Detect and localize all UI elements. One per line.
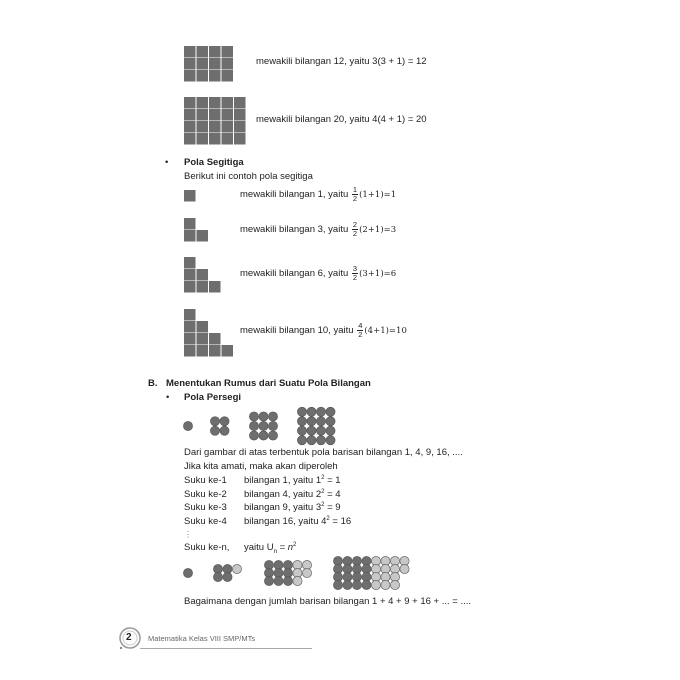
circle-dot (264, 576, 273, 585)
square-tile (209, 97, 221, 109)
circle-dot (210, 417, 219, 426)
square-tile (197, 281, 209, 293)
circle-dot (183, 421, 192, 430)
square-tile (197, 269, 209, 281)
term-label: Suku ke-1 (184, 475, 227, 486)
sum-circle-patterns (180, 556, 440, 592)
text-line: Jika kita amati, maka akan diperoleh (184, 461, 338, 472)
circle-dot (268, 412, 277, 421)
circle-dot (249, 431, 258, 440)
square-tile (222, 58, 234, 70)
circle-dot (307, 436, 316, 445)
circle-dot (316, 407, 325, 416)
circle-dot (326, 436, 335, 445)
square-tile (222, 97, 234, 109)
square-tile (184, 281, 196, 293)
square-tile (197, 109, 209, 121)
square-tile (197, 70, 209, 82)
square-circle-patterns (180, 404, 380, 449)
circle-dot-light (390, 580, 399, 589)
circle-dot (283, 576, 292, 585)
circle-dot (352, 580, 361, 589)
text-line: Dari gambar di atas terbentuk pola barisan bilangan 1, 4, 9, 16, .... (184, 447, 463, 458)
circle-dot-light (293, 576, 302, 585)
circle-dot (210, 426, 219, 435)
circle-dot (259, 421, 268, 430)
circle-dot (316, 417, 325, 426)
square-tile (209, 70, 221, 82)
square-tile (197, 321, 209, 333)
circle-dot (259, 431, 268, 440)
square-tile (184, 58, 196, 70)
circle-dot (326, 407, 335, 416)
square-tile (184, 121, 196, 133)
term-value: bilangan 9, yaitu $3^2 = 9$ (244, 501, 341, 513)
square-tile (209, 46, 221, 58)
term-label: Suku ke-2 (184, 488, 227, 500)
square-tile (209, 281, 221, 293)
term-value: bilangan 16, yaitu $4^2 = 16$ (244, 515, 352, 527)
square-tile (234, 133, 246, 145)
square-tile (184, 269, 196, 281)
circle-dot (326, 426, 335, 435)
square-tile (234, 97, 246, 109)
square-tile (234, 121, 246, 133)
square-tile (184, 333, 196, 345)
rect-caption-20: mewakili bilangan 20, yaitu 4(4 + 1) = 20 (256, 114, 427, 125)
triangle-caption-10: mewakili bilangan 10, yaitu $\frac{4}{2}$ (4+1)=10 (240, 321, 407, 339)
circle-dot (268, 431, 277, 440)
square-tile (184, 309, 196, 321)
triangle-pattern-10 (184, 309, 244, 369)
bullet: • (165, 157, 169, 168)
square-tile (184, 230, 196, 242)
square-tile (197, 46, 209, 58)
section-heading-b: Menentukan Rumus dari Suatu Pola Bilangan (166, 378, 371, 389)
square-tile (234, 109, 246, 121)
square-tile (209, 58, 221, 70)
circle-dot (326, 417, 335, 426)
intro-text: Berikut ini contoh pola segitiga (184, 171, 313, 182)
circle-dot (307, 407, 316, 416)
circle-dot (297, 417, 306, 426)
section-heading-pola-segitiga: Pola Segitiga (184, 157, 244, 168)
circle-dot (316, 426, 325, 435)
square-tile (222, 46, 234, 58)
circle-dot (316, 436, 325, 445)
circle-dot (362, 580, 371, 589)
term-value: bilangan 1, yaitu $1^2 = 1$ (244, 474, 341, 486)
square-tile (209, 345, 221, 357)
triangle-caption-6: mewakili bilangan 6, yaitu $\frac{3}{2}$ (3+1)=6 (240, 264, 397, 282)
circle-dot (249, 412, 258, 421)
circle-dot (343, 580, 352, 589)
triangle-pattern-6 (184, 257, 244, 317)
circle-dot-light (232, 564, 241, 573)
square-tile (197, 121, 209, 133)
square-tile (184, 345, 196, 357)
rect-pattern-20 (184, 97, 254, 147)
circle-dot-light (381, 580, 390, 589)
circle-dot (297, 436, 306, 445)
term-label: Suku ke-4 (184, 515, 227, 527)
term-value: bilangan 4, yaitu $2^2 = 4$ (244, 488, 341, 500)
square-tile (184, 133, 196, 145)
circle-dot (307, 426, 316, 435)
circle-dot (268, 421, 277, 430)
term-label: Suku ke-3 (184, 502, 227, 513)
circle-dot (297, 426, 306, 435)
circle-dot (183, 568, 192, 577)
circle-dot-light (302, 568, 311, 577)
footer-divider (140, 648, 312, 649)
circle-dot (307, 417, 316, 426)
rect-caption-12: mewakili bilangan 12, yaitu 3(3 + 1) = 12 (256, 56, 427, 67)
square-tile (184, 190, 196, 202)
square-tile (184, 97, 196, 109)
circle-dot (249, 421, 258, 430)
vertical-dots: ⋮ (184, 530, 192, 539)
section-label: B. (148, 378, 158, 389)
circle-dot (220, 417, 229, 426)
square-tile (222, 109, 234, 121)
square-tile (184, 218, 196, 230)
square-tile (184, 46, 196, 58)
footer-title: Matematika Kelas VIII SMP/MTs (148, 634, 256, 643)
square-tile (197, 97, 209, 109)
square-tile (209, 333, 221, 345)
square-tile (197, 345, 209, 357)
square-tile (222, 121, 234, 133)
square-tile (184, 321, 196, 333)
square-tile (184, 257, 196, 269)
square-tile (209, 121, 221, 133)
circle-dot (297, 407, 306, 416)
square-tile (197, 333, 209, 345)
square-tile (209, 109, 221, 121)
general-term-label: Suku ke-n, (184, 542, 230, 553)
square-tile (197, 58, 209, 70)
square-tile (209, 133, 221, 145)
rect-pattern-12 (184, 46, 244, 86)
circle-dot (259, 412, 268, 421)
circle-dot (223, 572, 232, 581)
circle-dot-light (400, 564, 409, 573)
general-term-formula: yaitu $U_n = n^2$ (244, 541, 297, 555)
triangle-caption-1: mewakili bilangan 1, yaitu $\frac{1}{2}$ (1+1)=1 (240, 185, 397, 203)
square-tile (222, 133, 234, 145)
section-heading-pola-persegi: Pola Persegi (184, 392, 242, 403)
page-number: 2 (126, 632, 132, 643)
circle-dot-light (371, 580, 380, 589)
square-tile (222, 345, 234, 357)
circle-dot (333, 580, 342, 589)
square-tile (184, 70, 196, 82)
bullet: • (166, 392, 170, 403)
circle-dot (213, 572, 222, 581)
square-tile (197, 133, 209, 145)
square-tile (222, 70, 234, 82)
square-tile (184, 109, 196, 121)
circle-dot (220, 426, 229, 435)
circle-dot (274, 576, 283, 585)
square-tile (197, 230, 209, 242)
question-text: Bagaimana dengan jumlah barisan bilangan 1 + 4 + 9 + 16 + ... = .... (184, 596, 472, 607)
triangle-caption-3: mewakili bilangan 3, yaitu $\frac{2}{2}$ (2+1)=3 (240, 220, 397, 238)
